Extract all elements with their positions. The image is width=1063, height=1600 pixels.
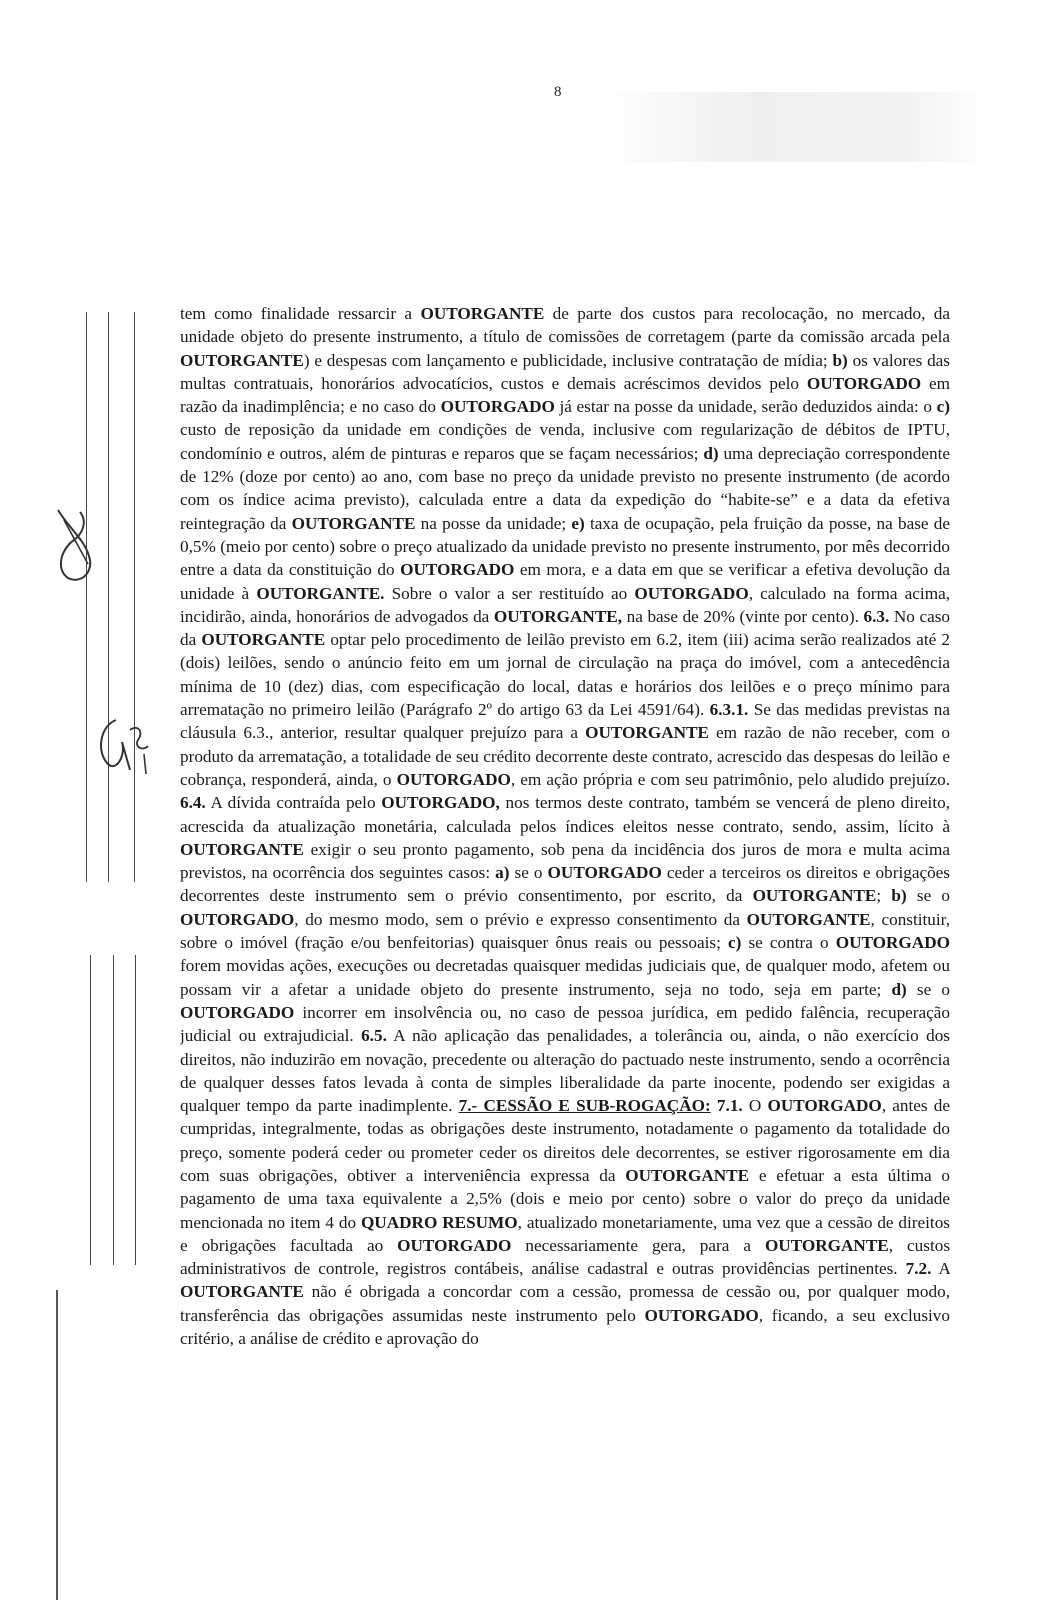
margin-line-mid-top bbox=[108, 312, 109, 882]
section-heading-cessao: 7.- CESSÃO E SUB-ROGAÇÃO: bbox=[458, 1096, 711, 1116]
contract-body-text: tem como finalidade ressarcir a OUTORGANTE de parte dos custos para recolocação, no mercado, da unidade objeto do presente instrumento, a título de comissões de corretagem (parte da comissão arcada pela OUTORGANTE) e despesas com lançamento e publicidade, inclusive contratação de mídia; b) os valores das multas contratuais, honorários advocatícios, custos e demais acréscimos devidos pelo OUTORGADO em razão da inadimplência; e no caso do OUTORGADO já estar na posse da unidade, serão deduzidos ainda: o c) custo de reposição da unidade em condições de venda, inclusive com regularização de débitos de IPTU, condomínio e outros, além de pinturas e reparos que se façam necessários; d) uma depreciação correspondente de 12% (doze por cento) ao ano, com base no preço da unidade previsto no presente instrumento (de acordo com os índice acima previsto), calculada entre a data da expedição do “habite-se” e a data da efetiva reintegração da OUTORGANTE na posse da unidade; e) taxa de ocupação, pela fruição da posse, na base de 0,5% (meio por cento) sobre o preço atualizado da unidade previsto no presente instrumento, por mês decorrido entre a data da constituição do OUTORGADO em mora, e a data em que se verificar a efetiva devolução da unidade à OUTORGANTE. Sobre o valor a ser restituído ao OUTORGADO, calculado na forma acima, incidirão, ainda, honorários de advogados da OUTORGANTE, na base de 20% (vinte por cento). 6.3. No caso da OUTORGANTE optar pelo procedimento de leilão previsto em 6.2, item (iii) acima serão realizados até 2 (dois) leilões, sendo o anúncio feito em um jornal de circulação na praça do imóvel, com a antecedência mínima de 10 (dez) dias, com especificação do local, datas e horários dos leilões e o preço mínimo para arrematação no primeiro leilão (Parágrafo 2º do artigo 63 da Lei 4591/64). 6.3.1. Se das medidas previstas na cláusula 6.3., anterior, resultar qualquer prejuízo para a OUTORGANTE em razão de não receber, com o produto da arrematação, a totalidade de seu crédito decorrente deste contrato, acrescido das despesas do leilão e cobrança, responderá, ainda, o OUTORGADO, em ação própria e com seu patrimônio, pelo aludido prejuízo. 6.4. A dívida contraída pelo OUTORGADO, nos termos deste contrato, também se vencerá de pleno direito, acrescida da atualização monetária, calculada pelos índices eleitos nesse contrato, sendo, assim, lícito à OUTORGANTE exigir o seu pronto pagamento, sob pena da incidência dos juros de mora e multa acima previstos, na ocorrência dos seguintes casos: a) se o OUTORGADO ceder a terceiros os direitos e obrigações decorrentes deste instrumento sem o prévio consentimento, por escrito, da OUTORGANTE; b) se o OUTORGADO, do mesmo modo, sem o prévio e expresso consentimento da OUTORGANTE, constituir, sobre o imóvel (fração e/ou benfeitorias) quaisquer ônus reais ou pessoais; c) se contra o OUTORGADO forem movidas ações, execuções ou decretadas quaisquer medidas judiciais que, de qualquer modo, afetem ou possam vir a afetar a unidade objeto do presente instrumento, seja no todo, seja em parte; d) se o OUTORGADO incorrer em insolvência ou, no caso de pessoa jurídica, em pedido falência, recuperação judicial ou extrajudicial. 6.5. A não aplicação das penalidades, a tolerância ou, ainda, o não exercício dos direitos, não induzirão em novação, precedente ou alteração do pactuado neste instrumento, sendo a ocorrência de qualquer desses fatos levada à conta de simples liberalidade da parte inocente, podendo ser exigidas a qualquer tempo da parte inadimplente. 7.- CESSÃO E SUB-ROGAÇÃO: 7.1. O OUTORGADO, antes de cumpridas, integralmente, todas as obrigações deste instrumento, notadamente o pagamento da totalidade do preço, somente poderá ceder ou prometer ceder os direitos dele decorrentes, se estiver rigorosamente em dia com suas obrigações, obtiver a interveniência expressa da OUTORGANTE e efetuar a esta última o pagamento de uma taxa equivalente a 2,5% (dois e meio por cento) sobre o valor do preço da unidade mencionada no item 4 do QUADRO RESUMO, atualizado monetariamente, uma vez que a cessão de direitos e obrigações facultada ao OUTORGADO necessariamente gera, para a OUTORGANTE, custos administrativos de controle, registros contábeis, análise cadastral e outras providências pertinentes. 7.2. A OUTORGANTE não é obrigada a concordar com a cessão, promessa de cessão ou, por qualquer modo, transferência das obrigações assumidas neste instrumento pelo OUTORGADO, ficando, a seu exclusivo critério, a análise de crédito e aprovação do bbox=[180, 304, 950, 1349]
margin-line-left-bottom bbox=[90, 955, 91, 1265]
page-edge-line bbox=[56, 1290, 58, 1600]
margin-line-right-top bbox=[134, 312, 135, 882]
margin-line-mid-bottom bbox=[113, 955, 114, 1265]
page-number: 8 bbox=[554, 84, 562, 100]
scan-artifact bbox=[600, 92, 990, 162]
handwritten-initials-top bbox=[50, 500, 98, 590]
margin-line-right-bottom bbox=[135, 955, 136, 1265]
margin-line-left-top bbox=[86, 312, 87, 882]
handwritten-initials-bottom bbox=[86, 712, 156, 782]
